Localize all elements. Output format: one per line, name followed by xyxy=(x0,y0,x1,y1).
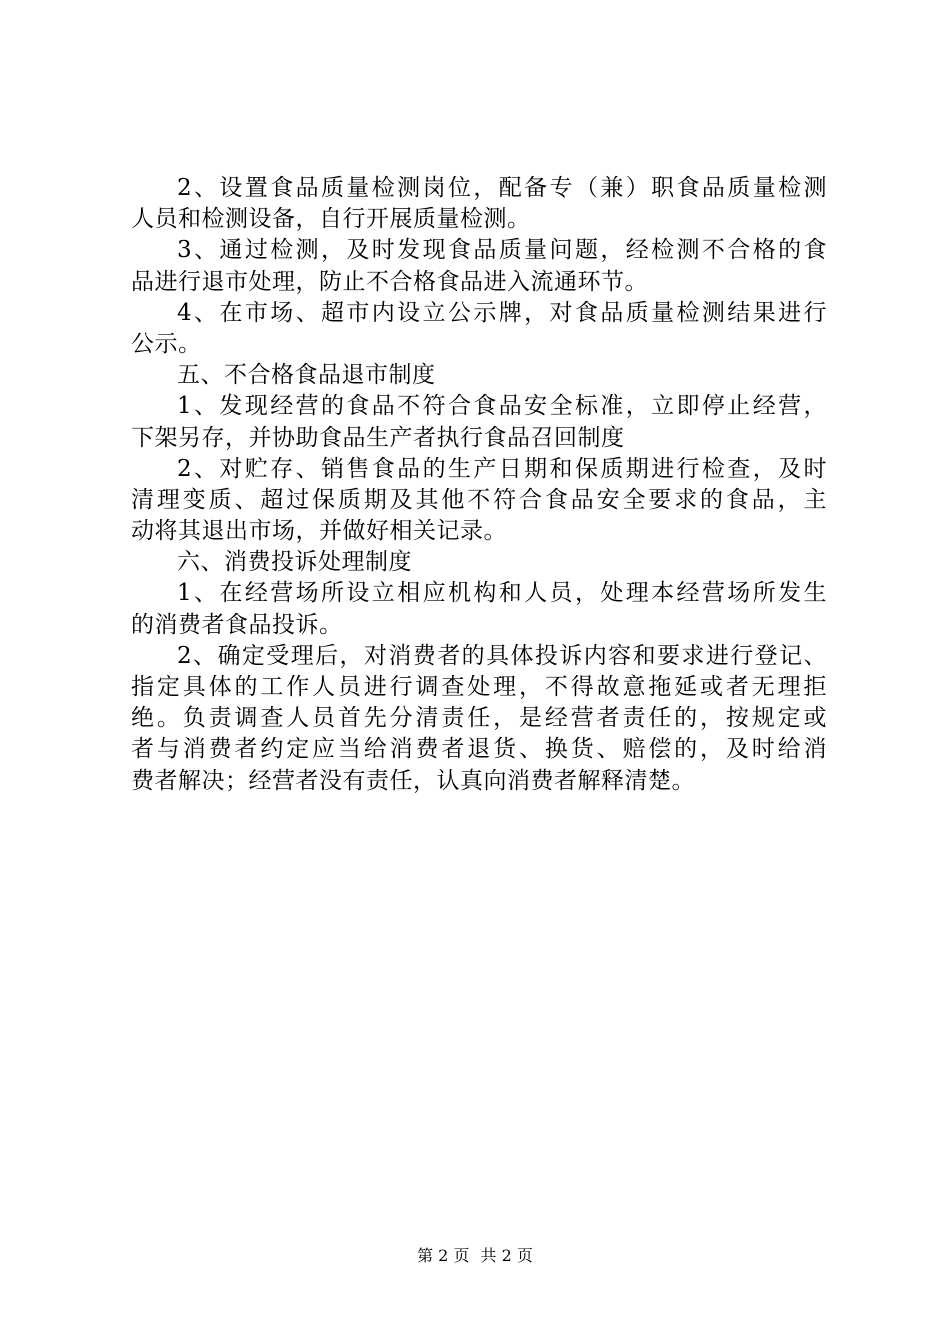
text-line: 4、在市场、超市内设立公示牌，对食品质量检测结果进行 xyxy=(177,299,827,326)
text-line: 2、设置食品质量检测岗位，配备专（兼）职食品质量检测 xyxy=(177,175,827,201)
text-line: 2、确定受理后，对消费者的具体投诉内容和要求进行登记、 xyxy=(177,642,827,669)
text-line: 品进行退市处理，防止不合格食品进入流通环节。 xyxy=(131,268,648,295)
document-body xyxy=(131,173,827,797)
text-line: 1、发现经营的食品不符合食品安全标准，立即停止经营， xyxy=(177,393,827,420)
text-line: 六、消费投诉处理制度 xyxy=(177,549,412,576)
page-footer xyxy=(0,1243,950,1266)
text-line: 五、不合格食品退市制度 xyxy=(177,362,436,389)
text-line: 者与消费者约定应当给消费者退货、换货、赔偿的，及时给消 xyxy=(131,736,827,763)
text-line: 2、对贮存、销售食品的生产日期和保质期进行检查，及时 xyxy=(177,455,827,482)
page-number: 第 2 页 xyxy=(417,1246,470,1265)
page-total: 共 2 页 xyxy=(480,1246,533,1265)
text-line: 1、在经营场所设立相应机构和人员，处理本经营场所发生 xyxy=(177,580,827,607)
text-line: 的消费者食品投诉。 xyxy=(131,611,343,638)
text-line: 3、通过检测，及时发现食品质量问题，经检测不合格的食 xyxy=(177,237,827,264)
text-line: 清理变质、超过保质期及其他不符合食品安全要求的食品，主 xyxy=(131,486,827,513)
text-line: 绝。负责调查人员首先分清责任，是经营者责任的，按规定或 xyxy=(131,705,827,732)
text-line: 下架另存，并协助食品生产者执行食品召回制度 xyxy=(131,424,625,451)
text-line: 公示。 xyxy=(131,330,202,357)
text-line: 动将其退出市场，并做好相关记录。 xyxy=(131,518,507,545)
text-line: 指定具体的工作人员进行调查处理，不得故意拖延或者无理拒 xyxy=(131,674,827,700)
text-line: 费者解决；经营者没有责任，认真向消费者解释清楚。 xyxy=(131,767,695,794)
text-line: 人员和检测设备，自行开展质量检测。 xyxy=(131,206,531,233)
